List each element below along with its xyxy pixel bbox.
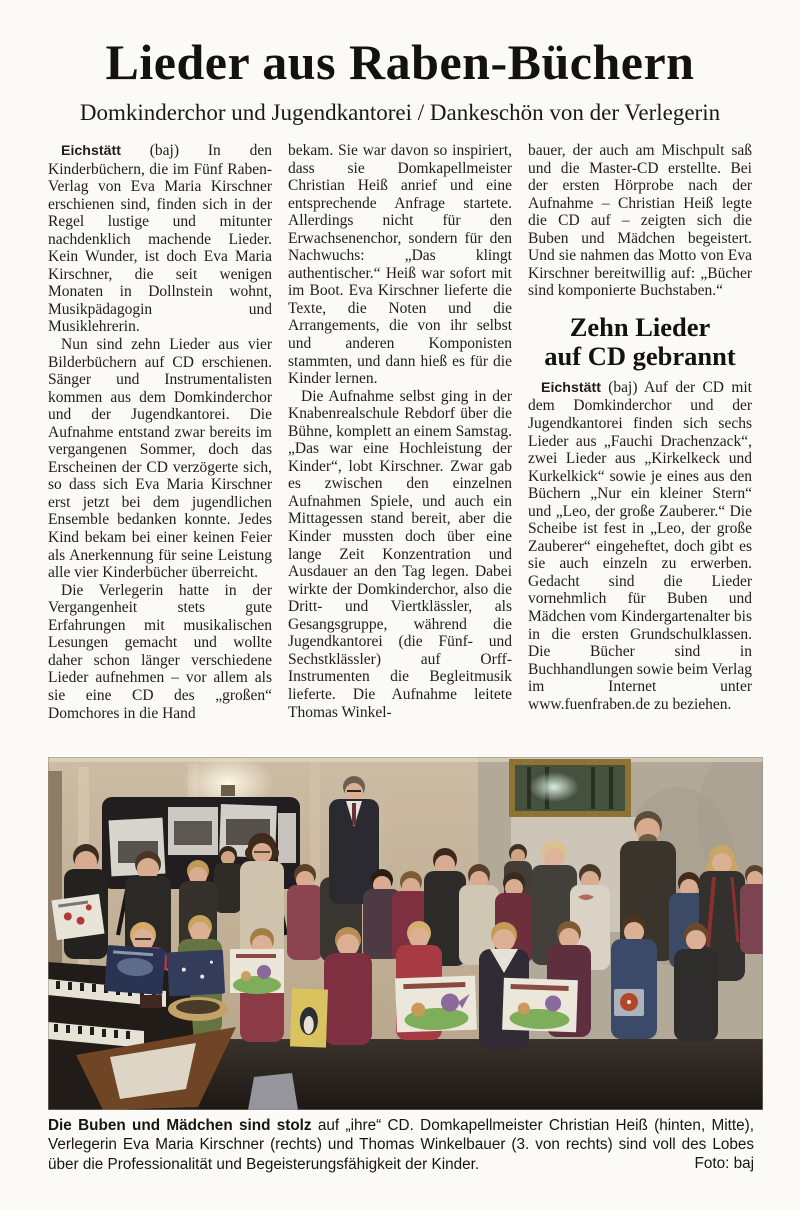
text-column-2 (288, 142, 512, 757)
book-dragon-right (502, 978, 578, 1033)
book-night-1 (104, 945, 165, 995)
subarticle-headline (528, 313, 752, 371)
subheadline: Domkinderchor und Jugendkantorei / Dankeschön von der Verlegerin (79, 100, 721, 125)
photo-credit: Foto: baj (694, 1154, 754, 1172)
article-body (48, 142, 752, 757)
subarticle-headline-line2: auf CD gebrannt (544, 340, 736, 371)
photo-scene (48, 757, 763, 1110)
paragraph: bauer, der auch am Mischpult saß und die Master-CD erstellte. Bei der ersten Hörprobe nach der Aufnahme – Christian Heiß legte die CD auf – zeigten sich die Buben und Mädchen begeistert. Und sie nahmen das Motto von Eva Kirschner bereitwillig auf: „Bücher sind komponierte Buchstaben.“ (528, 142, 752, 300)
text-column-3 (528, 142, 752, 757)
silver-bag (248, 1073, 298, 1110)
caption-lead: Die Buben und Mädchen sind stolz (48, 1117, 312, 1134)
book-berries (51, 894, 104, 940)
dateline: Eichstätt (61, 143, 121, 159)
paragraph (528, 379, 752, 713)
cd-case (614, 989, 644, 1016)
book-dragon-left (395, 976, 477, 1033)
wall-lamp (221, 785, 235, 796)
paragraph: Die Verlegerin hatte in der Vergangenheit stets gute Erfahrungen mit musikalischen Lesungen gemacht und wollte daher schon länger verschiedene Lieder aufnehmen – vor allem als sie eine CD des „großen“ Domchores in die Hand (48, 581, 272, 722)
photo-caption (48, 1116, 754, 1174)
caption-text: auf „ihre“ CD. Domkapellmeister Christian Heiß (hinten, Mitte), Verlegerin Eva Maria Kirschner (rechts) und Thomas Winkelbauer (3. von rechts) sind voll des Lobes über die Professionalität und Begeisterungsfähigkeit der Kinder. (48, 1117, 754, 1173)
headline: Lieder aus Raben-Büchern (105, 34, 695, 90)
book-night-2 (167, 950, 225, 997)
paragraph: bekam. Sie war davon so inspiriert, dass sie Domkapellmeister Christian Heiß anrief und eine entsprechende Anfrage startete. Allerdings nicht für den Erwachsenenchor, sondern für den Nachwuchs: „Das klingt authentischer.“ Heiß war sofort mit im Boot. Eva Kirschner lieferte die Texte, die Noten und die Arrangements, die von ihr selbst und anderen Komponisten stammten, und dann hieß es für die Kinder lernen. (288, 142, 512, 388)
article-photo (48, 757, 763, 1110)
paragraph-text: (baj) Auf der CD mit dem Domkinderchor und der Jugendkantorei finden sich sechs Lieder aus „Fauchi Drachenzack“, zwei Lieder aus „Kirkelkeck und Kurkelkick“ sowie je eines aus den Büchern „Nur ein kleiner Stern“ und „Leo, der große Zauberer.“ Die Scheibe ist fest in „Leo, der große Zauberer“ eingeheftet, doch gibt es sie auch einzeln zu erwerben. Gedacht sind die Lieder vornehmlich für Buben und Mädchen vom Kindergartenalter bis in die ersten Grundschulklassen. Die Bücher sind in Buchhandlungen sowie beim Verlag im Internet unter www.fuenfraben.de zu beziehen. (528, 378, 752, 713)
book-dragon-small (230, 949, 284, 994)
text-column-1 (48, 142, 272, 757)
paragraph: Nun sind zehn Lieder aus vier Bilderbüchern auf CD erschienen. Sänger und Instrumentalisten kommen aus dem Domkinderchor und der Jugendkantorei. Die Aufnahme entstand zwar bereits im vergangenen Sommer, doch das Erscheinen der CD verzögerte sich, so dass sich Eva Maria Kirschner erst jetzt bei dem jugendlichen Ensemble bedanken konnte. Jedes Kind bekam bei einer keinen Feier als Anerkennung für seine Leistung alle vier Kinderbücher überreicht. (48, 336, 272, 582)
book-yellow-penguin (290, 988, 328, 1047)
dateline: Eichstätt (541, 379, 601, 396)
paragraph (48, 142, 272, 336)
subarticle-headline-line1: Zehn Lieder (569, 311, 711, 342)
paragraph-text: (baj) In den Kinderbüchern, die im Fünf Raben-Verlag von Eva Maria Kirschner erschienen sind, finden sich in der Regel lustige und mitunter nachdenklich machende Lieder. Kein Wunder, ist doch Eva Maria Kirschner, die seit wenigen Monaten in Dollnstein wohnt, Musikpädagogin und Musiklehrerin. (48, 142, 272, 336)
paragraph: Die Aufnahme selbst ging in der Knabenrealschule Rebdorf über die Bühne, komplett an einem Samstag. „Das war eine Hochleistung der Kinder“, lobt Kirschner. Zwar gab es zwischen den einzelnen Aufnahmen Spiele, und auch ein Mittagessen stand bereit, aber die Kinder mussten doch über eine lange Zeit Konzentration und Ausdauer an den Tag legen. Dabei wirkte der Domkinderchor, also die Dritt- und Viertklässler, als Gesangsgruppe, während die Jugendkantorei (die Fünf- und Sechstklässler) auf Orff-Instrumenten die Begleitmusik lieferte. Die Aufnahme leitete Thomas Winkel- (288, 387, 512, 721)
